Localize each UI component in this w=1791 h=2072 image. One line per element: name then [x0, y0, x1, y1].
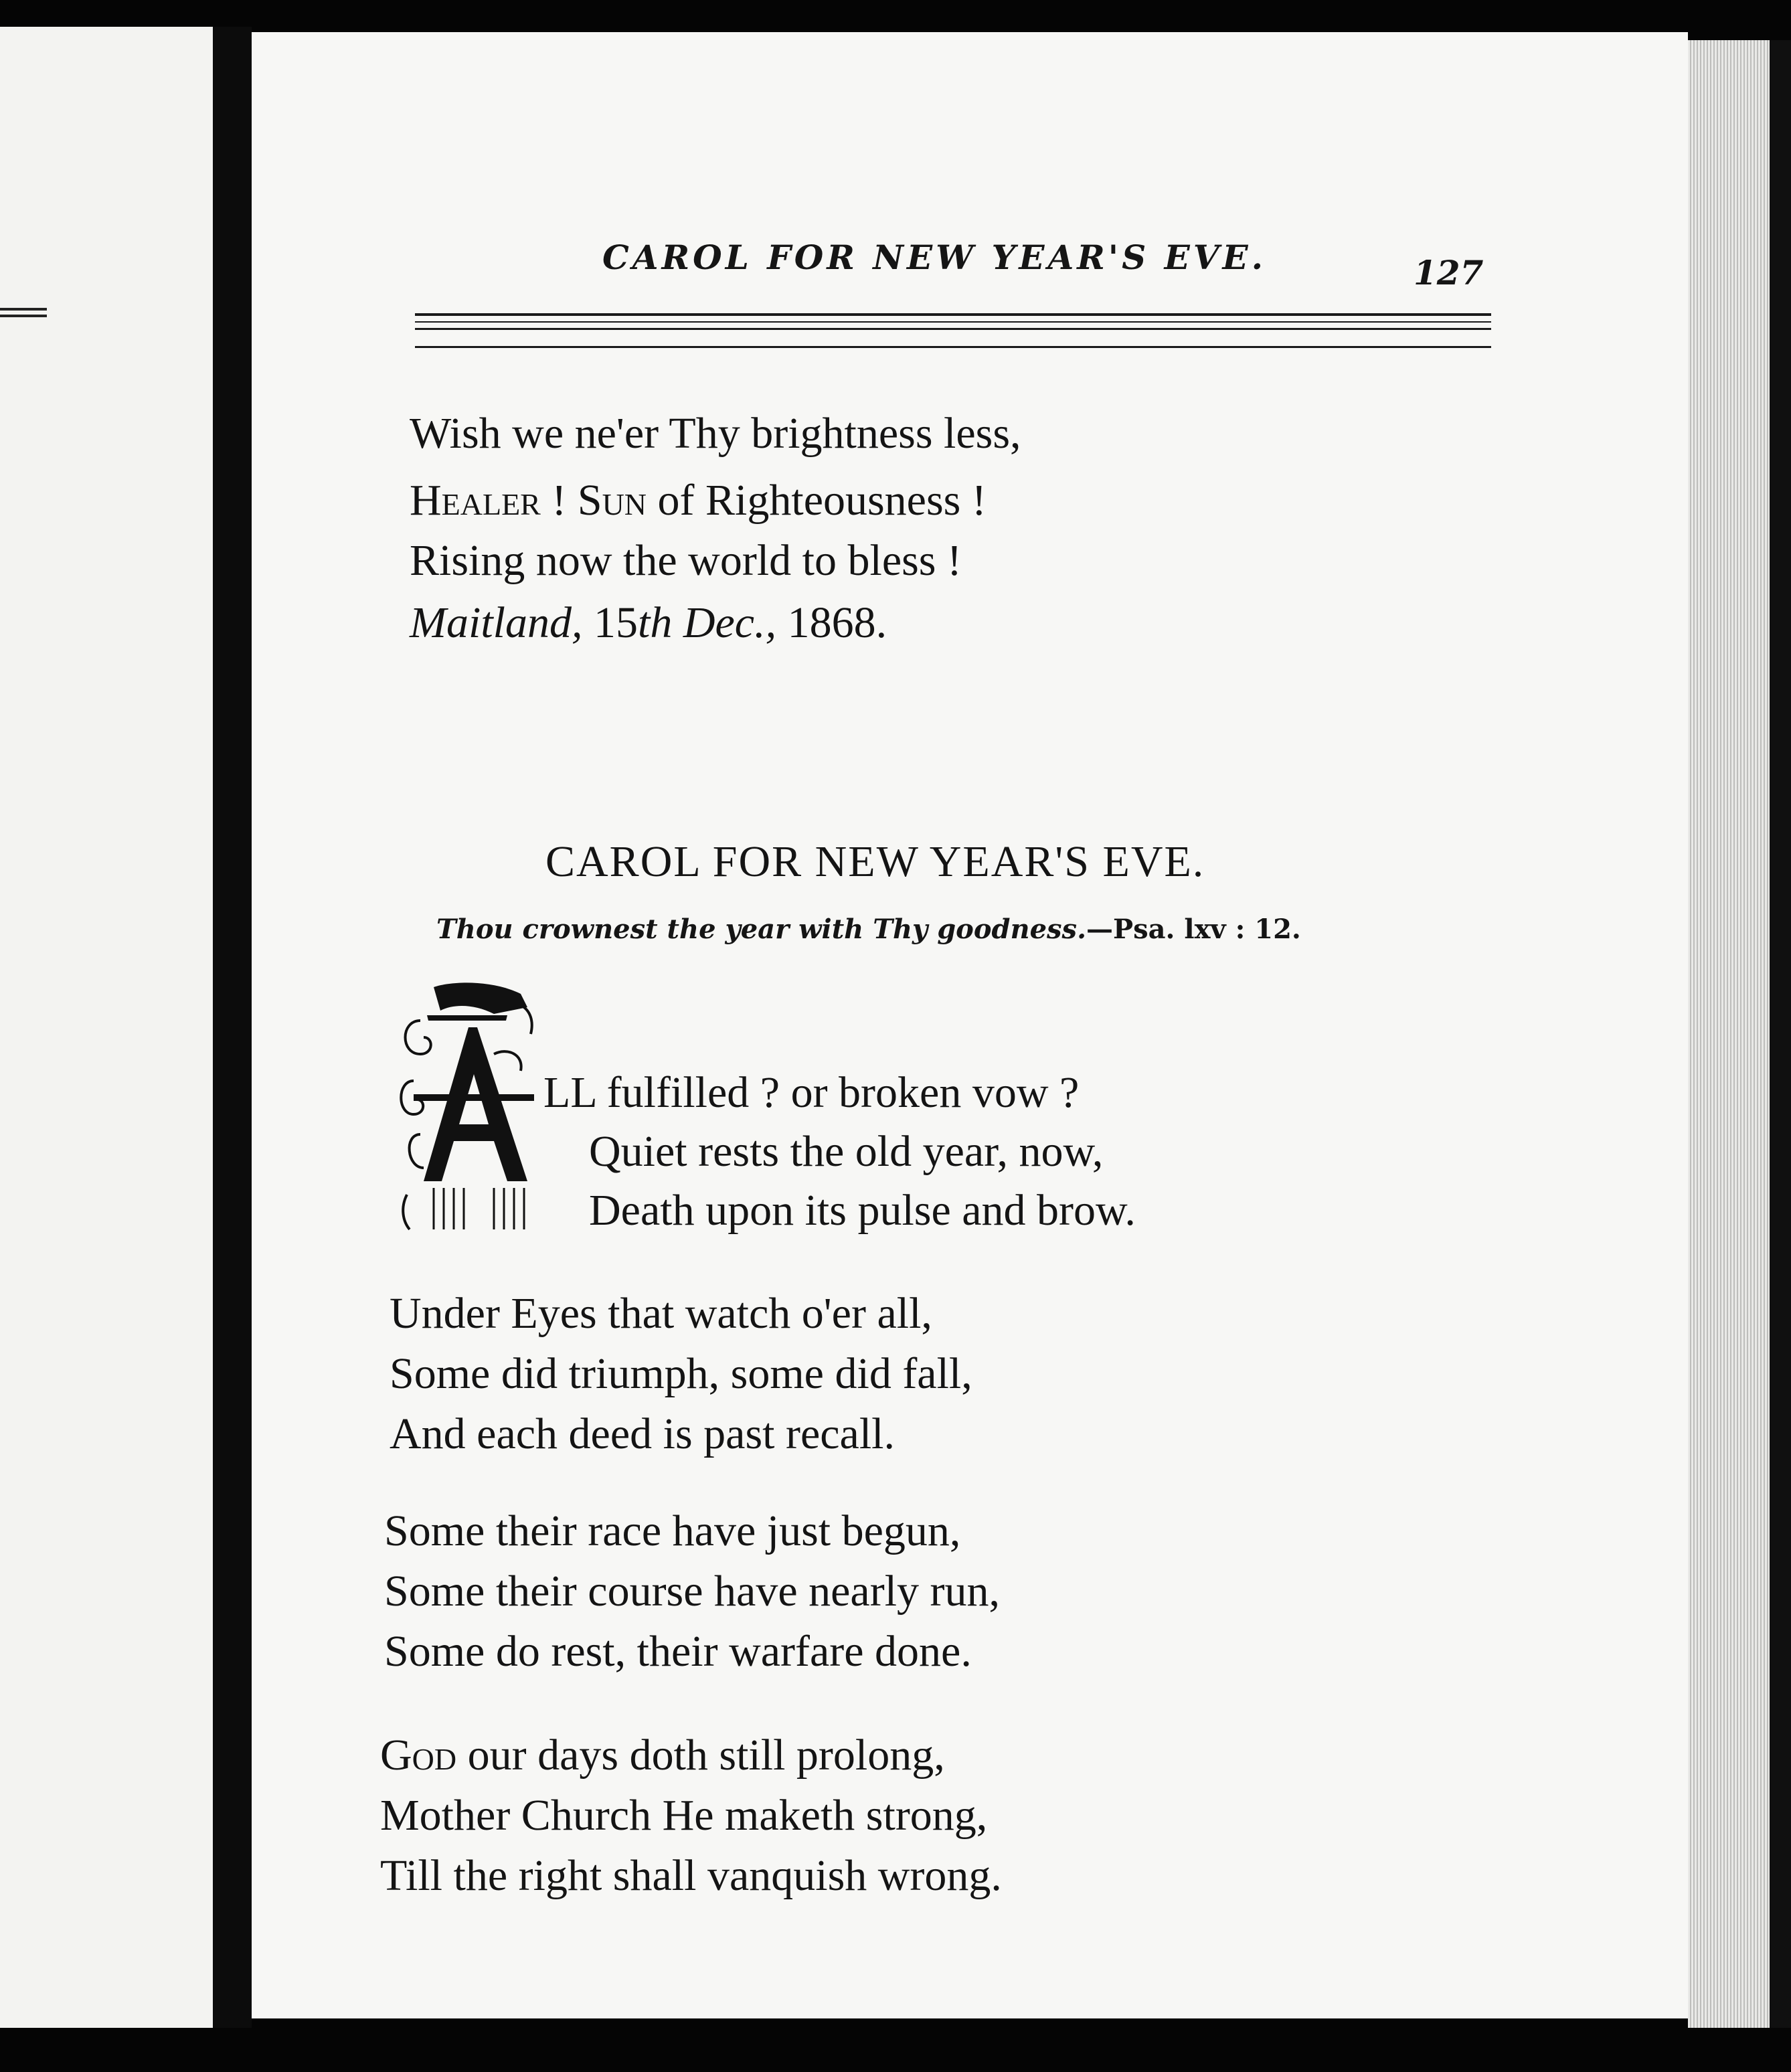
verse-line [380, 1733, 945, 1778]
small-caps-word: God [380, 1731, 457, 1780]
poem-epigraph [436, 914, 1301, 945]
small-caps-word: Sun [577, 476, 647, 525]
dateline-month: Dec., [672, 598, 777, 647]
verse-line: Some their race have just begun, [384, 1506, 961, 1555]
head-rule-thin [415, 321, 1491, 323]
verse-line: Some do rest, their warfare done. [384, 1627, 972, 1676]
verse-line: Death upon its pulse and brow. [589, 1186, 1136, 1235]
verse-line: Under Eyes that watch o'er all, [390, 1289, 932, 1338]
epigraph-reference: —Psa. lxv : 12. [1086, 914, 1301, 945]
verse-line: Quiet rests the old year, now, [589, 1127, 1104, 1176]
drop-cap-ornament [394, 980, 542, 1236]
small-caps-word: Healer [410, 476, 541, 525]
head-rule-bottom [415, 346, 1491, 348]
running-head-title: CAROL FOR NEW YEAR'S EVE. [602, 238, 1267, 277]
verse-line: And each deed is past recall. [390, 1409, 896, 1458]
verse-line: LL fulfilled ? or broken vow ? [543, 1068, 1080, 1117]
dateline-year: 1868. [776, 598, 887, 647]
verse-line: Wish we ne'er Thy brightness less, [410, 409, 1021, 458]
dateline [410, 598, 887, 647]
facing-page-rule [0, 308, 47, 311]
dateline-day: 15 [582, 598, 638, 647]
page-edges [1688, 40, 1770, 2028]
verse-line: Till the right shall vanquish wrong. [380, 1851, 1002, 1900]
verse-line: Rising now the world to bless ! [410, 536, 962, 585]
head-rule-thin [415, 328, 1491, 330]
head-rule-thick [415, 313, 1491, 316]
verse-line: Some did triumph, some did fall, [390, 1349, 972, 1398]
scan-border-bottom [0, 2028, 1791, 2072]
verse-line: Mother Church He maketh strong, [380, 1791, 988, 1840]
verse-line: Some their course have nearly run, [384, 1567, 1001, 1616]
facing-page-rule [0, 315, 47, 317]
verse-fragment: our days doth still prolong, [456, 1731, 945, 1780]
epigraph-quote: Thou crownest the year with Thy goodness. [436, 914, 1086, 945]
verse-fragment: ! [540, 476, 578, 525]
verse-line [410, 476, 987, 525]
book-gutter [213, 27, 252, 2028]
verse-fragment: of Righteousness ! [647, 476, 987, 525]
facing-page-left [0, 27, 213, 2028]
poem-title: CAROL FOR NEW YEAR'S EVE. [545, 837, 1205, 886]
page-number: 127 [1414, 253, 1484, 292]
dateline-day-suffix: th [638, 598, 673, 647]
dateline-place: Maitland, [410, 598, 583, 647]
scan-border-right [1770, 40, 1791, 2028]
